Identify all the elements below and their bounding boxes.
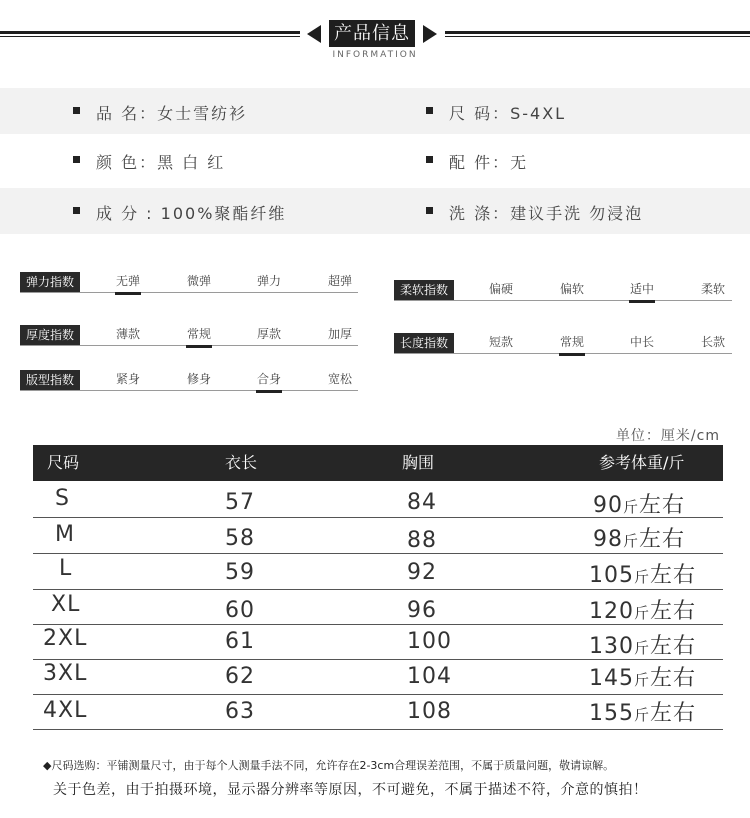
cell-size: L	[59, 556, 73, 581]
header-bust: 胸围	[402, 453, 435, 472]
table-row	[33, 694, 723, 730]
section-title: 产品信息	[329, 20, 415, 47]
info-size: 尺 码：S-4XL	[449, 104, 567, 123]
cell-bust: 96	[407, 598, 437, 623]
cell-size: 4XL	[43, 698, 88, 723]
cell-size: 3XL	[43, 661, 88, 686]
fit-index-rule	[20, 390, 358, 391]
header-arrow-left-icon	[307, 25, 321, 43]
fit-option: 紧身	[115, 372, 140, 386]
info-color: 颜 色：黑 白 红	[96, 153, 226, 172]
bullet-icon	[426, 207, 433, 214]
cell-weight: 155斤左右	[589, 701, 697, 726]
info-material: 成 分 : 100%聚酯纤维	[96, 204, 287, 223]
fit-option: 合身	[247, 370, 291, 387]
table-row	[33, 518, 723, 554]
elasticity-option: 微弹	[186, 274, 211, 288]
thickness-option: 加厚	[327, 327, 352, 341]
softness-index-rule	[394, 300, 732, 301]
cell-bust: 88	[407, 528, 437, 553]
thickness-option: 厚款	[256, 327, 281, 341]
info-accessory: 配 件：无	[449, 153, 529, 172]
color-difference-note: 关于色差，由于拍摄环境，显示器分辨率等原因，不可避免，不属于描述不符，介意的慎拍！	[53, 782, 648, 798]
cell-bust: 108	[407, 699, 452, 724]
cell-length: 63	[225, 699, 255, 724]
length-option: 长款	[700, 335, 725, 349]
bullet-icon	[73, 156, 80, 163]
table-row	[33, 589, 723, 625]
elasticity-option: 弹力	[256, 274, 281, 288]
cell-weight: 90斤左右	[593, 493, 686, 518]
cell-weight: 130斤左右	[589, 634, 697, 659]
cell-size: XL	[51, 592, 81, 617]
table-row	[33, 624, 723, 660]
bullet-icon	[426, 107, 433, 114]
section-subtitle: INFORMATION	[332, 50, 418, 60]
header-rule-left	[0, 31, 300, 34]
header-rule-right	[445, 31, 750, 34]
cell-length: 62	[225, 664, 255, 689]
bullet-icon	[73, 107, 80, 114]
cell-length: 58	[225, 526, 255, 551]
thickness-index-label: 厚度指数	[20, 325, 80, 345]
thickness-option: 薄款	[115, 327, 140, 341]
cell-length: 61	[225, 629, 255, 654]
softness-option: 偏硬	[488, 282, 513, 296]
cell-bust: 104	[407, 664, 452, 689]
table-row	[33, 659, 723, 695]
header-arrow-right-icon	[423, 25, 437, 43]
unit-label: 单位：厘米/cm	[615, 428, 720, 444]
cell-bust: 100	[407, 629, 452, 654]
fit-option: 宽松	[327, 372, 352, 386]
fit-index-label: 版型指数	[20, 370, 80, 390]
table-row	[33, 482, 723, 518]
elasticity-index-rule	[20, 292, 358, 293]
fit-option: 修身	[186, 372, 211, 386]
length-index-label: 长度指数	[394, 333, 454, 353]
cell-weight: 145斤左右	[589, 666, 697, 691]
cell-size: S	[55, 486, 70, 511]
length-option: 常规	[550, 333, 594, 350]
header-size: 尺码	[47, 453, 80, 472]
measurement-note: ◆尺码选购：平铺测量尺寸，由于每个人测量手法不同，允许存在2-3cm合理误差范围，不属于质量问题，敬请谅解。	[43, 759, 615, 772]
cell-bust: 84	[407, 490, 437, 515]
softness-option: 适中	[620, 280, 664, 297]
header-weight: 参考体重/斤	[599, 453, 685, 472]
length-option: 中长	[629, 335, 654, 349]
bullet-icon	[426, 156, 433, 163]
elasticity-option: 超弹	[327, 274, 352, 288]
bullet-icon	[73, 207, 80, 214]
info-name: 品 名：女士雪纺衫	[96, 104, 248, 123]
cell-bust: 92	[407, 560, 437, 585]
cell-length: 59	[225, 560, 255, 585]
cell-size: 2XL	[43, 626, 88, 651]
cell-weight: 98斤左右	[593, 527, 686, 552]
thickness-option: 常规	[177, 325, 221, 342]
length-option: 短款	[488, 335, 513, 349]
softness-option: 柔软	[700, 282, 725, 296]
table-header	[33, 445, 723, 481]
table-row	[33, 554, 723, 590]
info-washing: 洗 涤：建议手洗 勿浸泡	[449, 204, 644, 223]
cell-weight: 120斤左右	[589, 599, 697, 624]
elasticity-index-label: 弹力指数	[20, 272, 80, 292]
softness-index-label: 柔软指数	[394, 280, 454, 300]
cell-size: M	[55, 522, 75, 547]
cell-length: 57	[225, 490, 255, 515]
softness-option: 偏软	[559, 282, 584, 296]
header-length: 衣长	[225, 453, 258, 472]
elasticity-option: 无弹	[106, 272, 150, 289]
cell-weight: 105斤左右	[589, 563, 697, 588]
cell-length: 60	[225, 598, 255, 623]
